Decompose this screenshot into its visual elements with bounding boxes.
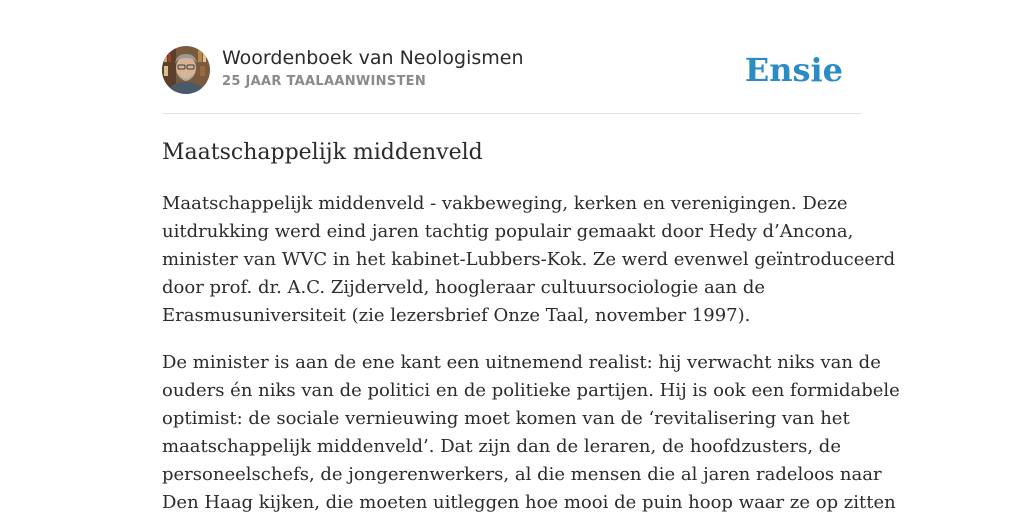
text-line: minister van WVC in het kabinet-Lubbers-Kok. Ze werd evenwel geïntroduceerd [162,249,896,270]
text-line: uitdrukking werd eind jaren tachtig populair gemaakt door Hedy d’Ancona, [162,221,854,242]
paragraph-1 [162,190,896,330]
text-line: De minister is aan de ene kant een uitnemend realist: hij verwacht niks van de [162,352,881,373]
text-line: optimist: de sociale vernieuwing moet komen van de ‘revitalisering van het [162,408,850,429]
brand-logo[interactable]: Ensie [744,51,843,89]
text-line: Erasmusuniversiteit (zie lezersbrief Onze Taal, november 1997). [162,305,751,326]
text-line: door prof. dr. A.C. Zijderveld, hoogleraar cultuursociologie aan de [162,277,765,298]
text-line: Maatschappelijk middenveld - vakbeweging, kerken en verenigingen. Deze [162,193,848,214]
text-line: Den Haag kijken, die moeten uitleggen hoe mooi de puin hoop waar ze op zitten [162,492,896,512]
author-avatar[interactable] [162,46,210,94]
article-title: Maatschappelijk middenveld [162,140,483,165]
text-line: ouders én niks van de politici en de politieke partijen. Hij is ook een formidabele [162,380,900,401]
text-line: personeelschefs, de jongerenwerkers, al die mensen die al jaren radeloos naar [162,464,882,485]
text-line: maatschappelijk middenveld’. Dat zijn dan de leraren, de hoofdzusters, de [162,436,841,457]
header-divider [162,113,862,114]
site-tagline: 25 JAAR TAALAANWINSTEN [222,74,427,89]
avatar-portrait-icon [162,46,210,94]
article-body [162,190,900,512]
paragraph-2 [162,349,900,512]
site-name[interactable]: Woordenboek van Neologismen [222,47,524,69]
site-header [162,46,862,96]
